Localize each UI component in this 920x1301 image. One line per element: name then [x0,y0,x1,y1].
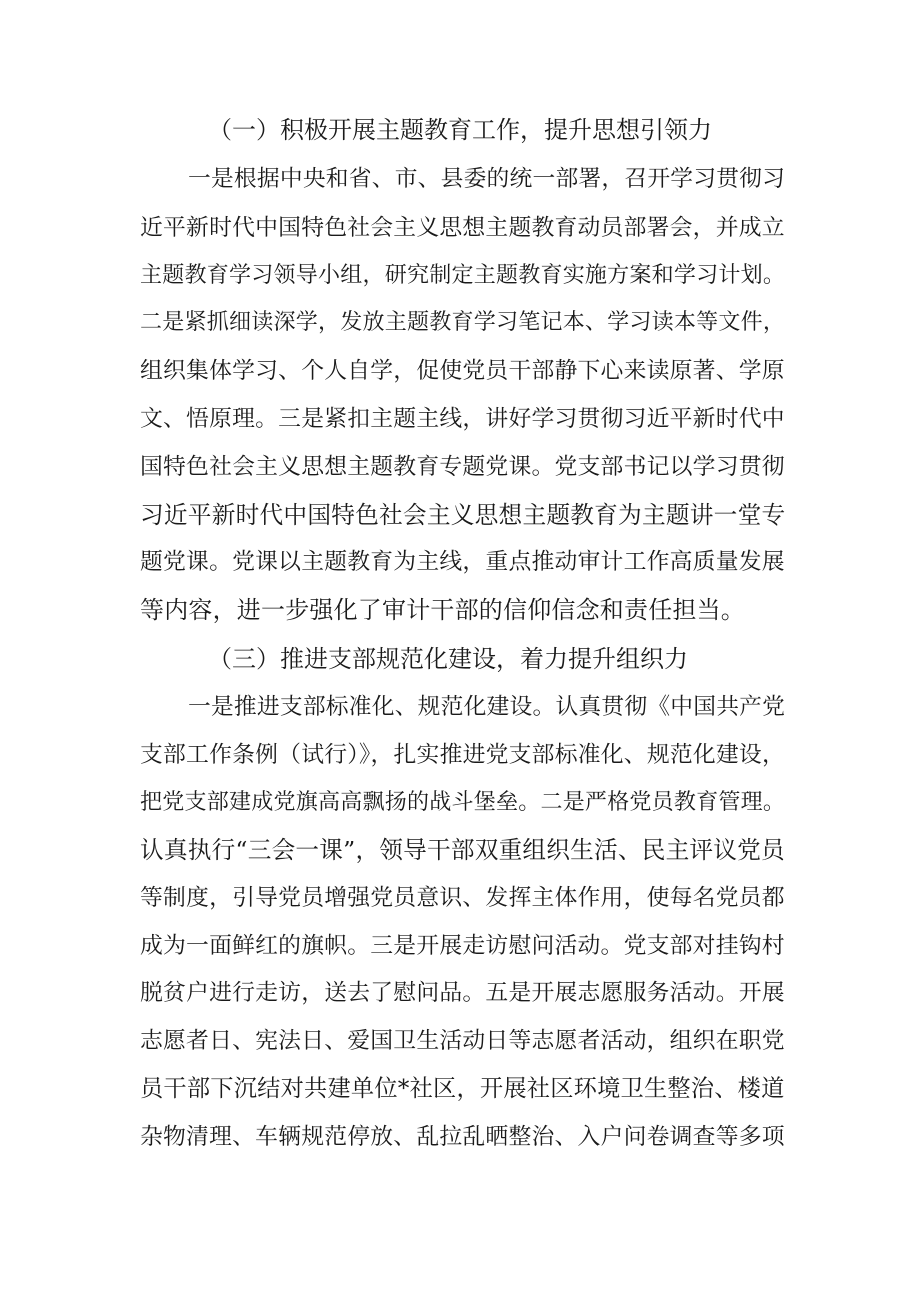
section-1-line-4: 二是紧抓细读深学，发放主题教育学习笔记本、学习读本等文件， [140,310,786,335]
section-3-line-10: 杂物清理、车辆规范停放、乱拉乱晒整治、入户问卷调查等多项 [140,1124,785,1150]
section-3-line-2: 支部工作条例（试行）》，扎实推进党支部标准化、规范化建设， [140,742,785,768]
section-1-line-3: 主题教育学习领导小组，研究制定主题教育实施方案和学习计划。 [140,263,786,288]
section-3-line-5: 等制度，引导党员增强党员意识、发挥主体作用，使每名党员都 [140,885,785,911]
section-3-line-1: 一是推进支部标准化、规范化建设。认真贯彻《中国共产党 [188,694,786,720]
section-3-line-9: 员干部下沉结对共建单位*社区，开展社区环境卫生整治、楼道 [140,1075,785,1102]
section-3-heading: （三）推进支部规范化建设，着力提升组织力 [208,645,688,673]
section-1-line-10: 等内容，进一步强化了审计干部的信仰信念和责任担当。 [140,596,745,624]
section-3-line-8: 志愿者日、宪法日、爱国卫生活动日等志愿者活动，组织在职党 [140,1028,785,1054]
section-1-line-7: 国特色社会主义思想主题教育专题党课。党支部书记以学习贯彻 [140,454,785,480]
section-1-line-8: 习近平新时代中国特色社会主义思想主题教育为主题讲一堂专 [140,501,786,529]
section-1-line-5: 组织集体学习、个人自学，促使党员干部静下心来读原著、学原 [140,358,785,384]
section-3-line-4: 认真执行“三会一课”，领导干部双重组织生活、民主评议党员 [140,836,785,864]
section-1-line-2: 近平新时代中国特色社会主义思想主题教育动员部署会，并成立 [140,215,785,241]
section-1-line-6: 文、悟原理。三是紧扣主题主线，讲好学习贯彻习近平新时代中 [140,406,785,432]
section-1-line-9: 题党课。党课以主题教育为主线，重点推动审计工作高质量发展 [140,549,785,575]
section-1-line-1: 一是根据中央和省、市、县委的统一部署，召开学习贯彻习 [188,166,786,192]
section-3-line-7: 脱贫户进行走访，送去了慰问品。五是开展志愿服务活动。开展 [140,980,785,1006]
section-1-heading: （一）积极开展主题教育工作，提升思想引领力 [208,116,712,144]
section-3-line-3: 把党支部建成党旗高高飘扬的战斗堡垒。二是严格党员教育管理。 [140,790,786,815]
section-3-line-6: 成为一面鲜红的旗帜。三是开展走访慰问活动。党支部对挂钩村 [140,933,785,959]
